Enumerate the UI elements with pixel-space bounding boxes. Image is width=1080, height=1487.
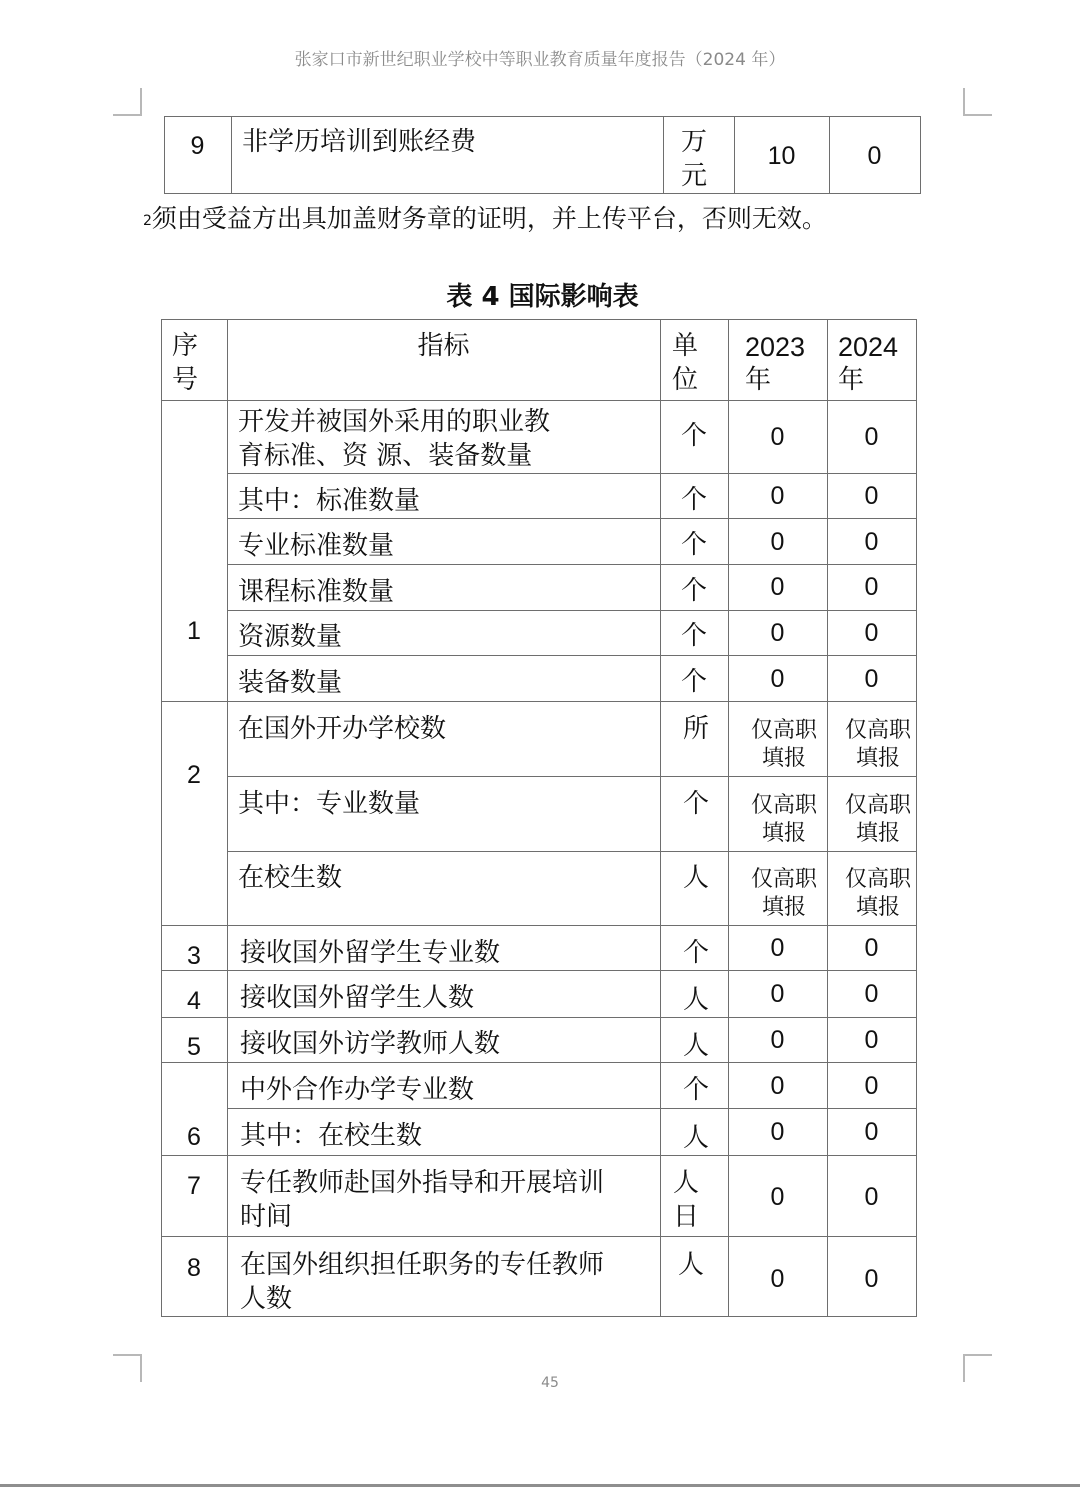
- row-unit: 人: [682, 863, 709, 893]
- row-2023: 0: [770, 1265, 785, 1293]
- row-2023: 0: [770, 528, 785, 556]
- row-unit: 人: [682, 1031, 709, 1061]
- row-2024: 0: [864, 934, 879, 962]
- crop-mark-top-left: [113, 88, 142, 116]
- row-line: [161, 925, 917, 926]
- row-unit-line2: 日: [673, 1202, 700, 1232]
- row-2023: 0: [770, 1072, 785, 1100]
- row-2023-line1: 仅高职: [750, 718, 817, 743]
- prev-row-unit-line2: 元: [680, 161, 707, 191]
- prev-row-indicator: 非学历培训到账经费: [242, 127, 477, 157]
- row-2024: 0: [864, 573, 879, 601]
- row-unit: 个: [680, 621, 707, 651]
- row-unit: 个: [682, 789, 709, 819]
- row-indicator: 装备数量: [238, 668, 343, 698]
- row-indicator: 专任教师赴国外指导和开展培训: [240, 1168, 605, 1198]
- table-border-bottom: [161, 1316, 917, 1317]
- sub-row-line: [227, 851, 917, 852]
- prev-table-border-top: [164, 116, 921, 117]
- prev-row-2023: 10: [767, 142, 796, 170]
- sub-row-line: [227, 776, 917, 777]
- row-2023-line2: 填报: [761, 821, 806, 846]
- group-no: 3: [187, 942, 201, 970]
- prev-row-2024: 0: [867, 142, 882, 170]
- row-2023: 0: [770, 665, 785, 693]
- row-2023: 0: [770, 573, 785, 601]
- row-2023-line1: 仅高职: [750, 793, 817, 818]
- row-indicator: 在国外组织担任职务的专任教师: [240, 1250, 605, 1280]
- sub-row-line: [227, 473, 917, 474]
- row-indicator: 资源数量: [238, 622, 343, 652]
- header-2024-line2: 年: [838, 365, 865, 395]
- row-unit: 个: [682, 1075, 709, 1105]
- row-indicator: 育标准、资 源、装备数量: [238, 441, 533, 471]
- row-2024-line1: 仅高职: [844, 867, 911, 892]
- row-indicator: 时间: [240, 1202, 293, 1232]
- row-2023: 0: [770, 1183, 785, 1211]
- row-2023: 0: [770, 423, 785, 451]
- footnote-marker: 2: [143, 213, 152, 229]
- row-2023: 0: [770, 934, 785, 962]
- row-indicator: 接收国外访学教师人数: [240, 1029, 501, 1059]
- group-no: 6: [187, 1123, 201, 1151]
- row-2023: 0: [770, 980, 785, 1008]
- header-2023-line1: 2023: [745, 332, 806, 362]
- row-line: [161, 400, 917, 401]
- row-2024-line2: 填报: [855, 821, 900, 846]
- row-line: [161, 1155, 917, 1156]
- row-2023: 0: [770, 619, 785, 647]
- row-unit-line1: 人: [673, 1168, 700, 1198]
- row-2024: 0: [864, 980, 879, 1008]
- row-2024: 0: [864, 528, 879, 556]
- row-2024: 0: [864, 1118, 879, 1146]
- row-unit: 个: [680, 485, 707, 515]
- row-indicator: 在国外开办学校数: [238, 714, 447, 744]
- header-2024-line1: 2024: [838, 332, 899, 362]
- row-2023-line1: 仅高职: [750, 867, 817, 892]
- row-2023-line2: 填报: [761, 746, 806, 771]
- page-header: 张家口市新世纪职业学校中等职业教育质量年度报告（2024 年）: [294, 50, 786, 70]
- row-2023: 0: [770, 1118, 785, 1146]
- crop-mark-top-right: [963, 88, 992, 116]
- row-2023: 0: [770, 482, 785, 510]
- prev-table-border-bottom: [164, 193, 921, 194]
- row-unit: 个: [680, 576, 707, 606]
- prev-row-no: 9: [190, 132, 205, 160]
- group-no: 1: [187, 617, 201, 645]
- group-no: 7: [187, 1172, 201, 1200]
- row-indicator: 人数: [240, 1284, 293, 1314]
- row-unit: 个: [682, 938, 709, 968]
- sub-row-line: [227, 655, 917, 656]
- row-unit: 个: [680, 530, 707, 560]
- page-number: 45: [541, 1375, 559, 1391]
- header-unit-line1: 单: [672, 331, 699, 361]
- sub-row-line: [227, 610, 917, 611]
- row-indicator: 开发并被国外采用的职业教: [238, 407, 551, 437]
- row-unit: 人: [682, 985, 709, 1015]
- footnote-text: 须由受益方出具加盖财务章的证明，并上传平台，否则无效。: [151, 204, 827, 233]
- row-indicator: 其中：专业数量: [238, 789, 421, 819]
- row-2023: 0: [770, 1026, 785, 1054]
- row-unit: 个: [680, 421, 707, 451]
- row-2024-line2: 填报: [855, 895, 900, 920]
- row-line: [161, 1017, 917, 1018]
- row-indicator: 课程标准数量: [238, 577, 395, 607]
- row-unit: 所: [682, 714, 709, 744]
- row-2024: 0: [864, 482, 879, 510]
- row-unit: 人: [678, 1250, 705, 1280]
- group-no: 8: [187, 1254, 201, 1282]
- prev-row-unit-line1: 万: [680, 127, 707, 157]
- row-line: [161, 701, 917, 702]
- row-2024: 0: [864, 423, 879, 451]
- row-indicator: 其中：在校生数: [240, 1121, 423, 1151]
- row-unit: 个: [680, 667, 707, 697]
- header-no-line2: 号: [172, 365, 199, 395]
- row-2024: 0: [864, 619, 879, 647]
- header-unit-line2: 位: [672, 365, 699, 395]
- row-2024-line1: 仅高职: [844, 718, 911, 743]
- prev-table-border-right: [920, 116, 921, 194]
- sub-row-line: [227, 564, 917, 565]
- row-indicator: 接收国外留学生专业数: [240, 938, 501, 968]
- header-no-line1: 序: [172, 331, 199, 361]
- group-no: 4: [187, 987, 201, 1015]
- table-border-top: [161, 319, 917, 320]
- row-2024-line1: 仅高职: [844, 793, 911, 818]
- row-2024-line2: 填报: [855, 746, 900, 771]
- row-line: [161, 1236, 917, 1237]
- row-indicator: 其中：标准数量: [238, 486, 421, 516]
- row-2024: 0: [864, 1072, 879, 1100]
- row-indicator: 中外合作办学专业数: [240, 1075, 475, 1105]
- table-col-line: [227, 319, 228, 1317]
- table-title: 表 4 国际影响表: [446, 282, 639, 312]
- row-unit: 人: [682, 1123, 709, 1153]
- sub-row-line: [227, 518, 917, 519]
- group-no: 5: [187, 1033, 201, 1061]
- row-2024: 0: [864, 1265, 879, 1293]
- row-indicator: 接收国外留学生人数: [240, 983, 475, 1013]
- row-2024: 0: [864, 665, 879, 693]
- row-indicator: 专业标准数量: [238, 531, 395, 561]
- row-indicator: 在校生数: [238, 863, 343, 893]
- prev-table-col-line: [231, 116, 232, 194]
- group-no: 2: [187, 761, 201, 789]
- row-line: [161, 1062, 917, 1063]
- table-border-left: [161, 319, 162, 1317]
- header-indicator: 指标: [417, 331, 470, 361]
- footnote: [143, 202, 827, 236]
- header-2023-line2: 年: [745, 365, 772, 395]
- row-2023-line2: 填报: [761, 895, 806, 920]
- row-line: [161, 970, 917, 971]
- row-2024: 0: [864, 1026, 879, 1054]
- sub-row-line: [227, 1108, 917, 1109]
- row-2024: 0: [864, 1183, 879, 1211]
